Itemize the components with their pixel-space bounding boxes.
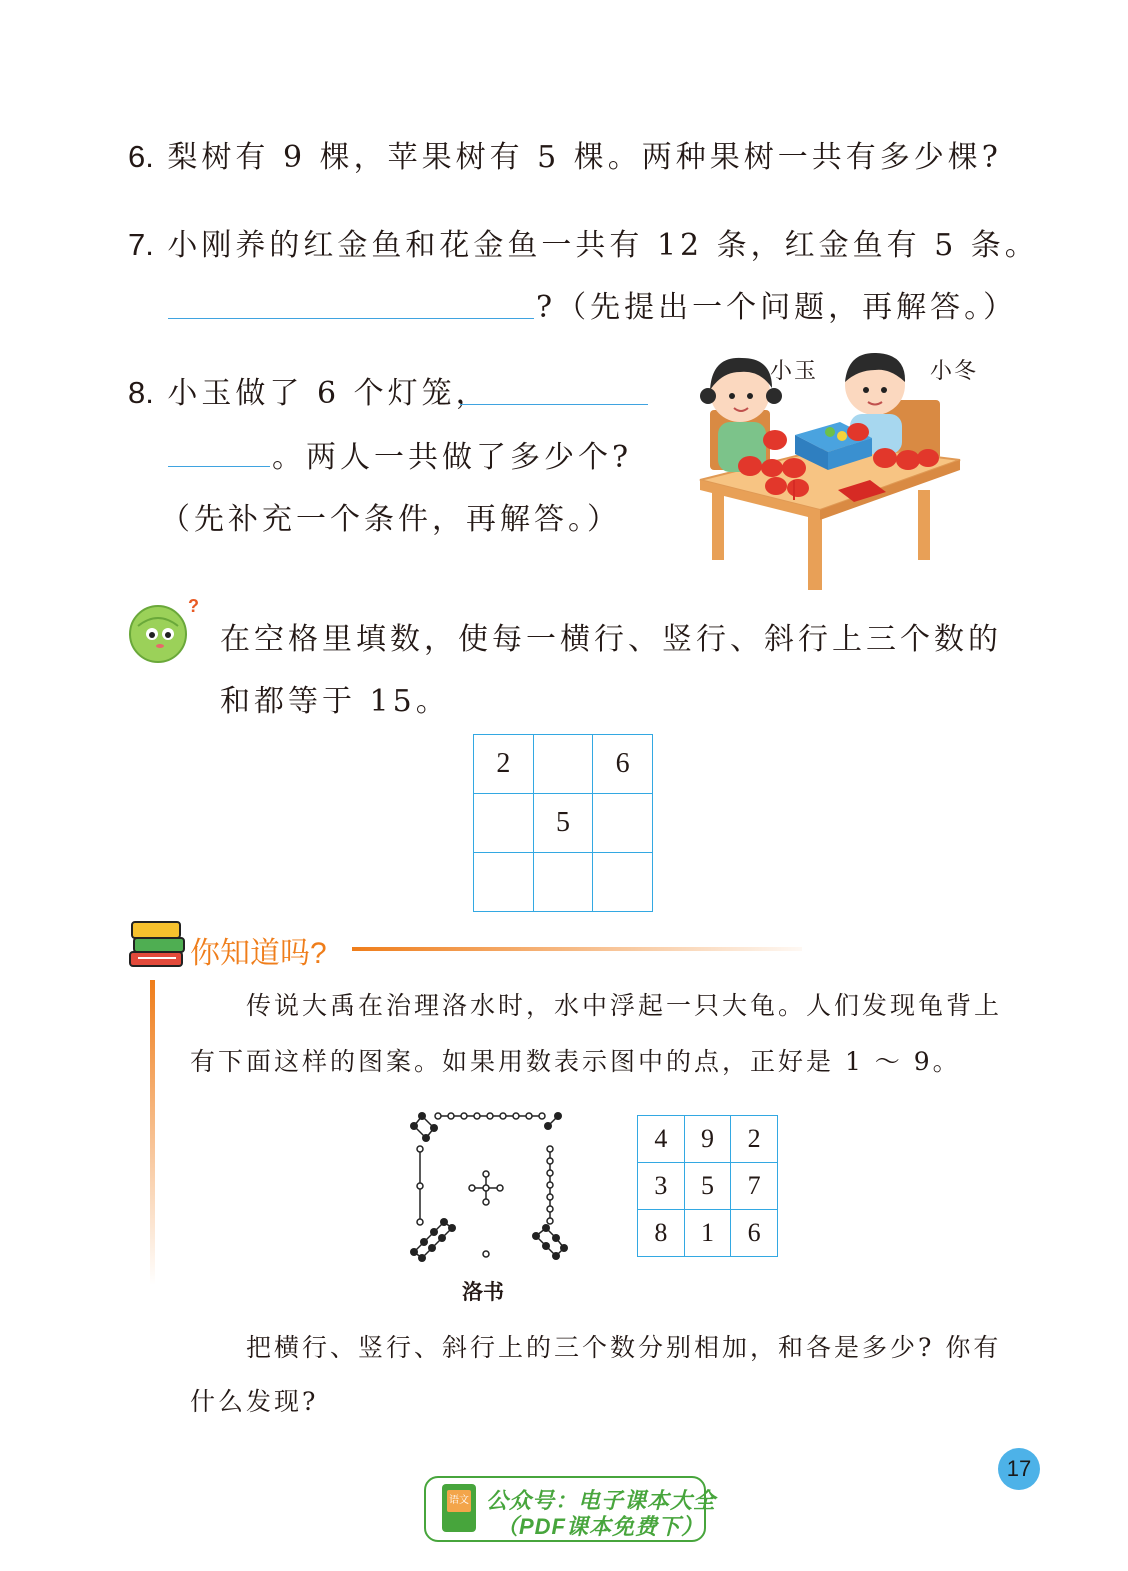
know-paragraph-1-line1: 传说大禹在治理洛水时，水中浮起一只大龟。人们发现龟背上 bbox=[246, 991, 1003, 1020]
name-label-xiaodong: 小冬 bbox=[930, 359, 979, 384]
problem-7-instruction: ?（先提出一个问题，再解答。） bbox=[536, 290, 1018, 325]
cabbage-mascot-icon bbox=[124, 592, 204, 668]
grid-cell: 2 bbox=[474, 735, 534, 794]
watermark-line1: 公众号：电子课本大全 bbox=[486, 1488, 717, 1513]
square-cell: 5 bbox=[684, 1163, 731, 1210]
problem-text: 小玉做了 6 个灯笼， bbox=[167, 376, 490, 411]
grid-cell-empty[interactable] bbox=[474, 853, 534, 912]
problem-number: 8. bbox=[128, 375, 154, 410]
books-icon bbox=[126, 914, 188, 976]
problem-number: 7. bbox=[128, 227, 154, 262]
grid-cell: 6 bbox=[593, 735, 653, 794]
problem-6 bbox=[128, 132, 1002, 176]
square-cell: 3 bbox=[638, 1163, 685, 1210]
problem-7 bbox=[128, 220, 1039, 264]
problem-8-instruction: （先补充一个条件，再解答。） bbox=[160, 502, 621, 537]
problem-text: 梨树有 9 棵，苹果树有 5 棵。两种果树一共有多少棵? bbox=[167, 140, 1002, 175]
know-section-title: 你知道吗? bbox=[190, 937, 327, 970]
grid-cell-empty[interactable] bbox=[533, 853, 593, 912]
grid-cell-empty[interactable] bbox=[593, 794, 653, 853]
book-icon bbox=[442, 1484, 476, 1532]
square-cell: 9 bbox=[684, 1116, 731, 1163]
square-cell: 8 bbox=[638, 1210, 685, 1257]
watermark-line2: （PDF课本免费下） bbox=[496, 1514, 705, 1539]
condition-blank-1[interactable] bbox=[460, 404, 648, 405]
know-paragraph-2-line2: 什么发现? bbox=[190, 1387, 319, 1416]
problem-8 bbox=[128, 368, 490, 412]
luoshu-number-square bbox=[637, 1115, 778, 1257]
svg-text:?: ? bbox=[188, 596, 199, 616]
problem-text: 小刚养的红金鱼和花金鱼一共有 12 条，红金鱼有 5 条。 bbox=[167, 228, 1039, 263]
book-icon-label: 语文 bbox=[447, 1490, 471, 1512]
luoshu-caption: 洛书 bbox=[462, 1281, 504, 1304]
square-cell: 2 bbox=[731, 1116, 778, 1163]
grid-cell-empty[interactable] bbox=[533, 735, 593, 794]
square-cell: 1 bbox=[684, 1210, 731, 1257]
watermark-badge bbox=[424, 1476, 717, 1542]
answer-blank[interactable] bbox=[168, 318, 534, 319]
know-paragraph-2-line1: 把横行、竖行、斜行上的三个数分别相加，和各是多少? 你有 bbox=[246, 1333, 1002, 1362]
square-cell: 7 bbox=[731, 1163, 778, 1210]
section-side-rule bbox=[150, 980, 155, 1285]
grid-cell: 5 bbox=[533, 794, 593, 853]
square-cell: 4 bbox=[638, 1116, 685, 1163]
grid-cell-empty[interactable] bbox=[593, 853, 653, 912]
puzzle-instruction-line1: 在空格里填数，使每一横行、竖行、斜行上三个数的 bbox=[220, 622, 1002, 657]
know-paragraph-1-line2: 有下面这样的图案。如果用数表示图中的点，正好是 1 ～ 9。 bbox=[190, 1047, 961, 1076]
problem-number: 6. bbox=[128, 139, 154, 174]
luoshu-diagram bbox=[400, 1104, 570, 1264]
title-underline bbox=[352, 947, 802, 951]
problem-8-question: 。两人一共做了多少个? bbox=[272, 440, 633, 475]
grid-cell-empty[interactable] bbox=[474, 794, 534, 853]
puzzle-instruction-line2: 和都等于 15。 bbox=[220, 684, 450, 719]
name-label-xiaoyu: 小玉 bbox=[770, 359, 819, 384]
kids-lantern-illustration bbox=[690, 340, 1000, 600]
page-number: 17 bbox=[998, 1448, 1040, 1490]
square-cell: 6 bbox=[731, 1210, 778, 1257]
magic-square-puzzle-grid bbox=[473, 734, 653, 912]
condition-blank-2[interactable] bbox=[168, 466, 270, 467]
